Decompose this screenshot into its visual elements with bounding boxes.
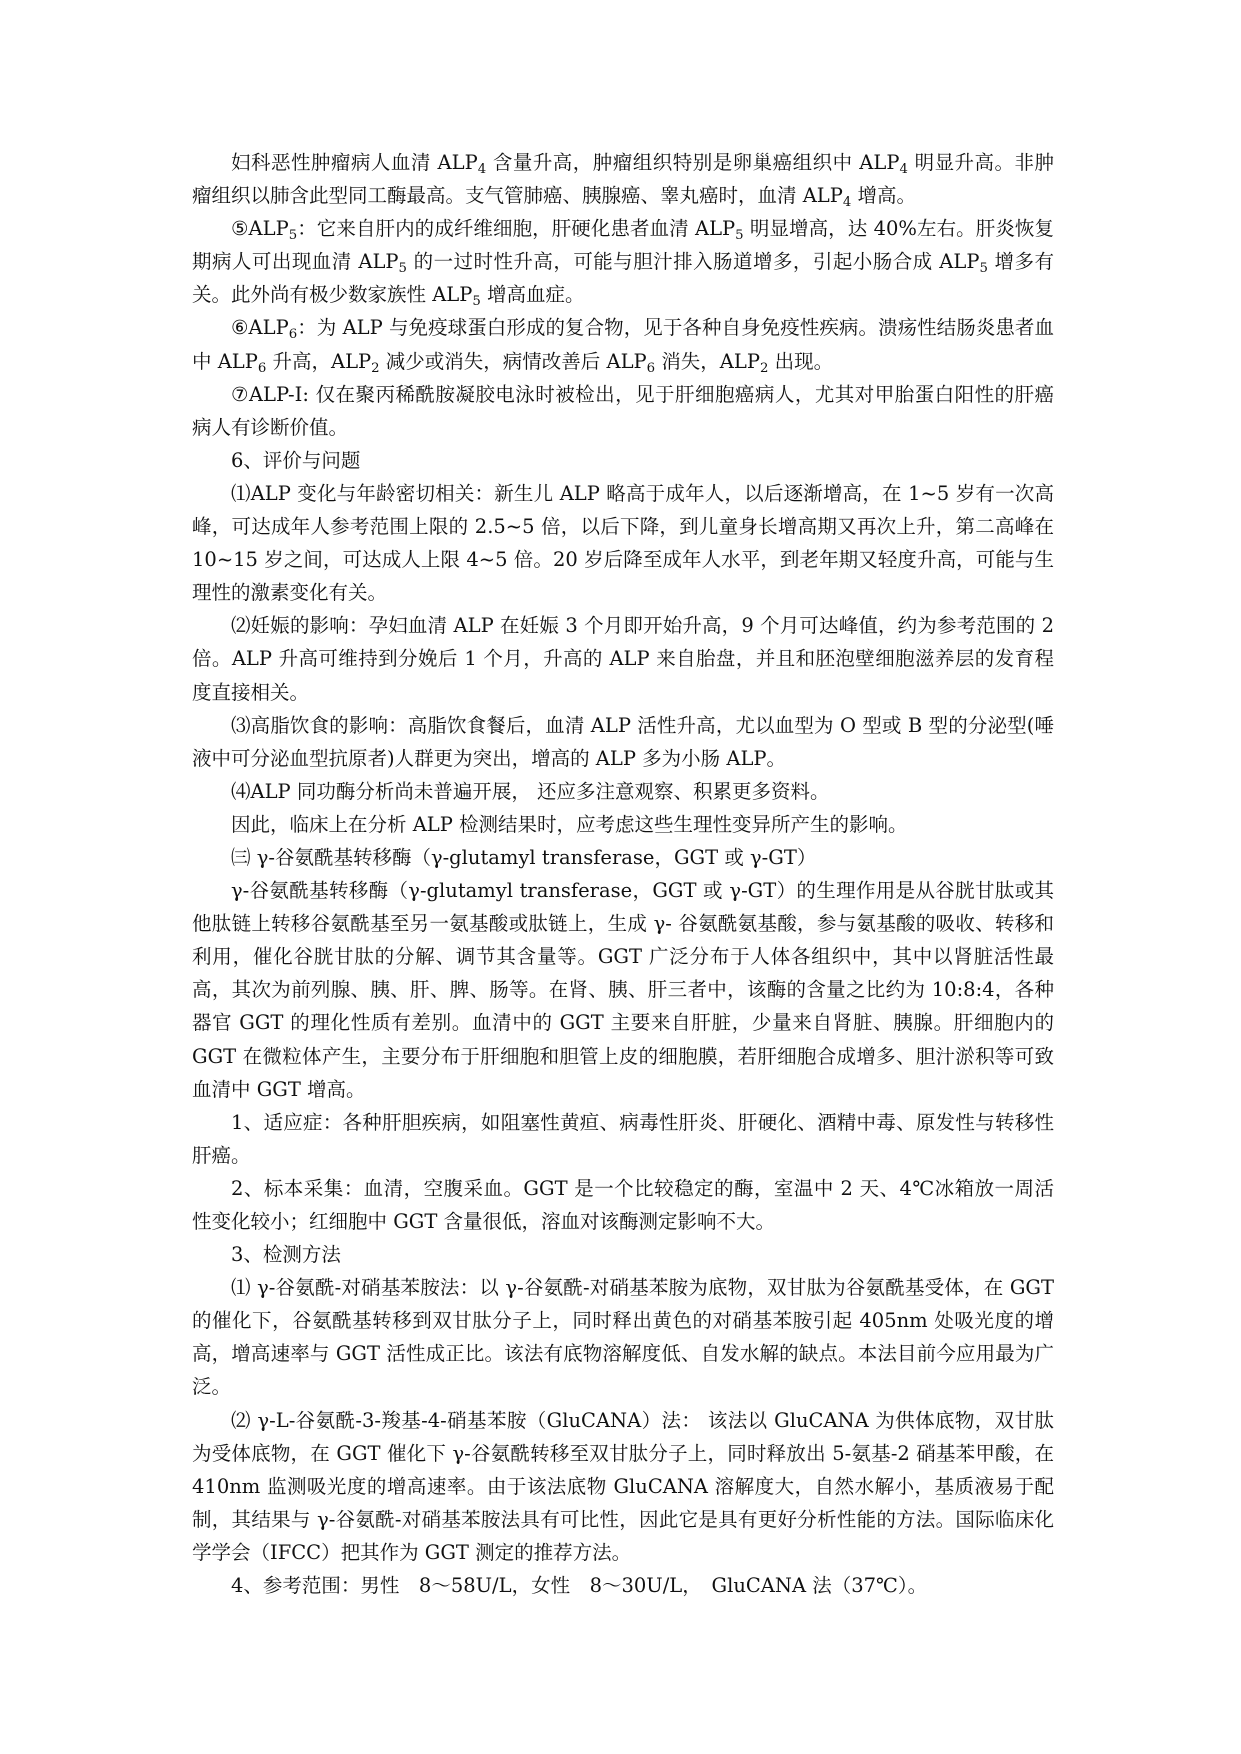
paragraph (192, 1106, 1054, 1172)
text-run: 的一过时性升高，可能与胆汁排入肠道增多，引起小肠合成 ALP (406, 250, 980, 274)
paragraph (192, 378, 1054, 444)
text-run: ⑶高脂饮食的影响：高脂饮食餐后，血清 ALP 活性升高，尤以血型为 O 型或 B 型的分泌型(唾液中可分泌血型抗原者)人群更为突出，增高的 ALP 多为小肠 ALP。 (192, 713, 1054, 770)
paragraph (192, 808, 1054, 841)
subscript: 5 (398, 261, 407, 277)
text-run: 明显增高，达 40%左右。肝炎恢复期病人可出现血清 ALP (192, 217, 1054, 274)
subscript: 5 (735, 228, 744, 244)
text-run: ⑥ALP (231, 316, 289, 340)
text-run: ⑷ALP 同功酶分析尚未普遍开展， 还应多注意观察、积累更多资料。 (231, 779, 830, 803)
paragraph (192, 444, 1054, 477)
paragraph (192, 1404, 1054, 1569)
text-run: 6、评价与问题 (231, 448, 361, 472)
paragraph (192, 1238, 1054, 1271)
text-run: ⑵妊娠的影响：孕妇血清 ALP 在妊娠 3 个月即开始升高，9 个月可达峰值，约为参考范围的 2 倍。ALP 升高可维持到分娩后 1 个月，升高的 ALP 来自胎盘，并且和胚泡壁细胞滋养层的发育程度直接相关。 (192, 614, 1054, 704)
paragraph (192, 146, 1054, 212)
subscript: 6 (257, 360, 267, 376)
subscript: 4 (899, 161, 908, 177)
text-run: 消失，ALP (655, 349, 760, 373)
text-run: ⑴ γ-谷氨酰-对硝基苯胺法：以 γ-谷氨酰-对硝基苯胺为底物，双甘肽为谷氨酰基受体，在 GGT 的催化下，谷氨酰基转移到双甘肽分子上，同时释出黄色的对硝基苯胺引起 405nm 处吸光度的增高，增高速率与 GGT 活性成正比。该法有底物溶解度低、自发水解的缺点。本法目前今应用最为广泛。 (192, 1276, 1054, 1399)
paragraph (192, 1271, 1054, 1403)
text-run: ⑦ALP-I: 仅在聚丙稀酰胺凝胶电泳时被检出，见于肝细胞癌病人，尤其对甲胎蛋白阳性的肝癌病人有诊断价值。 (192, 382, 1054, 439)
text-run: ⑤ALP (231, 217, 289, 241)
text-run: ㈢ γ-谷氨酰基转移酶（γ-glutamyl transferase，GGT 或 γ-GT） (231, 845, 817, 869)
text-run: 升高，ALP (266, 349, 372, 373)
text-run: 因此，临床上在分析 ALP 检测结果时，应考虑这些生理性变异所产生的影响。 (231, 812, 908, 836)
text-run: 含量升高，肿瘤组织特别是卵巢癌组织中 ALP (486, 151, 900, 174)
text-run: ：它来自肝内的成纤维细胞，肝硬化患者血清 ALP (297, 217, 736, 241)
text-run: 4、参考范围：男性 8～58U/L，女性 8～30U/L， GluCANA 法（37℃）。 (231, 1574, 928, 1598)
paragraph (192, 709, 1054, 775)
paragraph (192, 874, 1054, 1106)
subscript: 4 (842, 195, 852, 211)
text-run: 出现。 (768, 349, 834, 373)
text-run: ：为 ALP 与免疫球蛋白形成的复合物，见于各种自身免疫性疾病。溃疡性结肠炎患者血中 ALP (192, 316, 1054, 373)
paragraph (192, 1172, 1054, 1238)
paragraph (192, 212, 1054, 311)
text-run: ⑴ALP 变化与年龄密切相关：新生儿 ALP 略高于成年人，以后逐渐增高，在 1~5 岁有一次高峰，可达成年人参考范围上限的 2.5~5 倍，以后下降，到儿童身长增高期又再次上升，第二高峰在 10~15 岁之间，可达成人上限 4~5 倍。20 岁后降至成年人水平，到老年期又轻度升高，可能与生理性的激素变化有关。 (192, 481, 1054, 605)
paragraph (192, 477, 1054, 609)
paragraph (192, 311, 1054, 377)
paragraph (192, 775, 1054, 808)
paragraph (192, 841, 1054, 874)
subscript: 2 (371, 360, 380, 376)
paragraph (192, 1569, 1054, 1602)
subscript: 6 (288, 327, 298, 343)
text-run: 增高。 (851, 184, 916, 208)
text-run: 妇科恶性肿瘤病人血清 ALP (231, 151, 478, 174)
text-run: 减少或消失，病情改善后 ALP (379, 349, 647, 373)
subscript: 6 (646, 360, 656, 376)
document-body (192, 146, 1054, 1602)
text-run: γ-谷氨酰基转移酶（γ-glutamyl transferase，GGT 或 γ-GT）的生理作用是从谷胱甘肽或其他肽链上转移谷氨酰基至另一氨基酸或肽链上，生成 γ- 谷氨酰氨基酸，参与氨基酸的吸收、转移和利用，催化谷胱甘肽的分解、调节其含量等。GGT 广泛分布于人体各组织中，其中以肾脏活性最高，其次为前列腺、胰、肝、脾、肠等。在肾、胰、肝三者中，该酶的含量之比约为 10:8:4，各种器官 GGT 的理化性质有差别。血清中的 GGT 主要来自肝脏，少量来自肾脏、胰腺。肝细胞内的 GGT 在微粒体产生，主要分布于肝细胞和胆管上皮的细胞膜，若肝细胞合成增多、胆汁淤积等可致血清中 GGT 增高。 (192, 879, 1054, 1101)
subscript: 2 (759, 360, 769, 376)
text-run: 增高血症。 (480, 283, 585, 307)
text-run: 2、标本采集：血清，空腹采血。GGT 是一个比较稳定的酶，室温中 2 天、4℃冰箱放一周活性变化较小；红细胞中 GGT 含量很低，溶血对该酶测定影响不大。 (192, 1176, 1054, 1233)
text-run: ⑵ γ-L-谷氨酰-3-羧基-4-硝基苯胺（GluCANA）法： 该法以 GluCANA 为供体底物，双甘肽为受体底物，在 GGT 催化下 γ-谷氨酰转移至双甘肽分子上，同时释放出 5-氨基-2 硝基苯甲酸，在 410nm 监测吸光度的增高速率。由于该法底物 GluCANA 溶解度大，自然水解小，基质液易于配制，其结果与 γ-谷氨酰-对硝基苯胺法具有可比性，因此它是具有更好分析性能的方法。国际临床化学学会（IFCC）把其作为 GGT 测定的推荐方法。 (192, 1408, 1054, 1564)
subscript: 4 (477, 161, 487, 177)
text-run: 3、检测方法 (231, 1243, 341, 1267)
subscript: 5 (979, 261, 988, 277)
text-run: 增多有关。此外尚有极少数家族性 ALP (192, 250, 1054, 307)
subscript: 5 (472, 294, 481, 310)
paragraph (192, 609, 1054, 708)
subscript: 5 (288, 228, 298, 244)
text-run: 明显升高。非肿瘤组织以肺含此型同工酶最高。支气管肺癌、胰腺癌、睾丸癌时，血清 ALP (192, 151, 1054, 208)
text-run: 1、适应症：各种肝胆疾病，如阻塞性黄疸、病毒性肝炎、肝硬化、酒精中毒、原发性与转移性肝癌。 (192, 1110, 1054, 1167)
